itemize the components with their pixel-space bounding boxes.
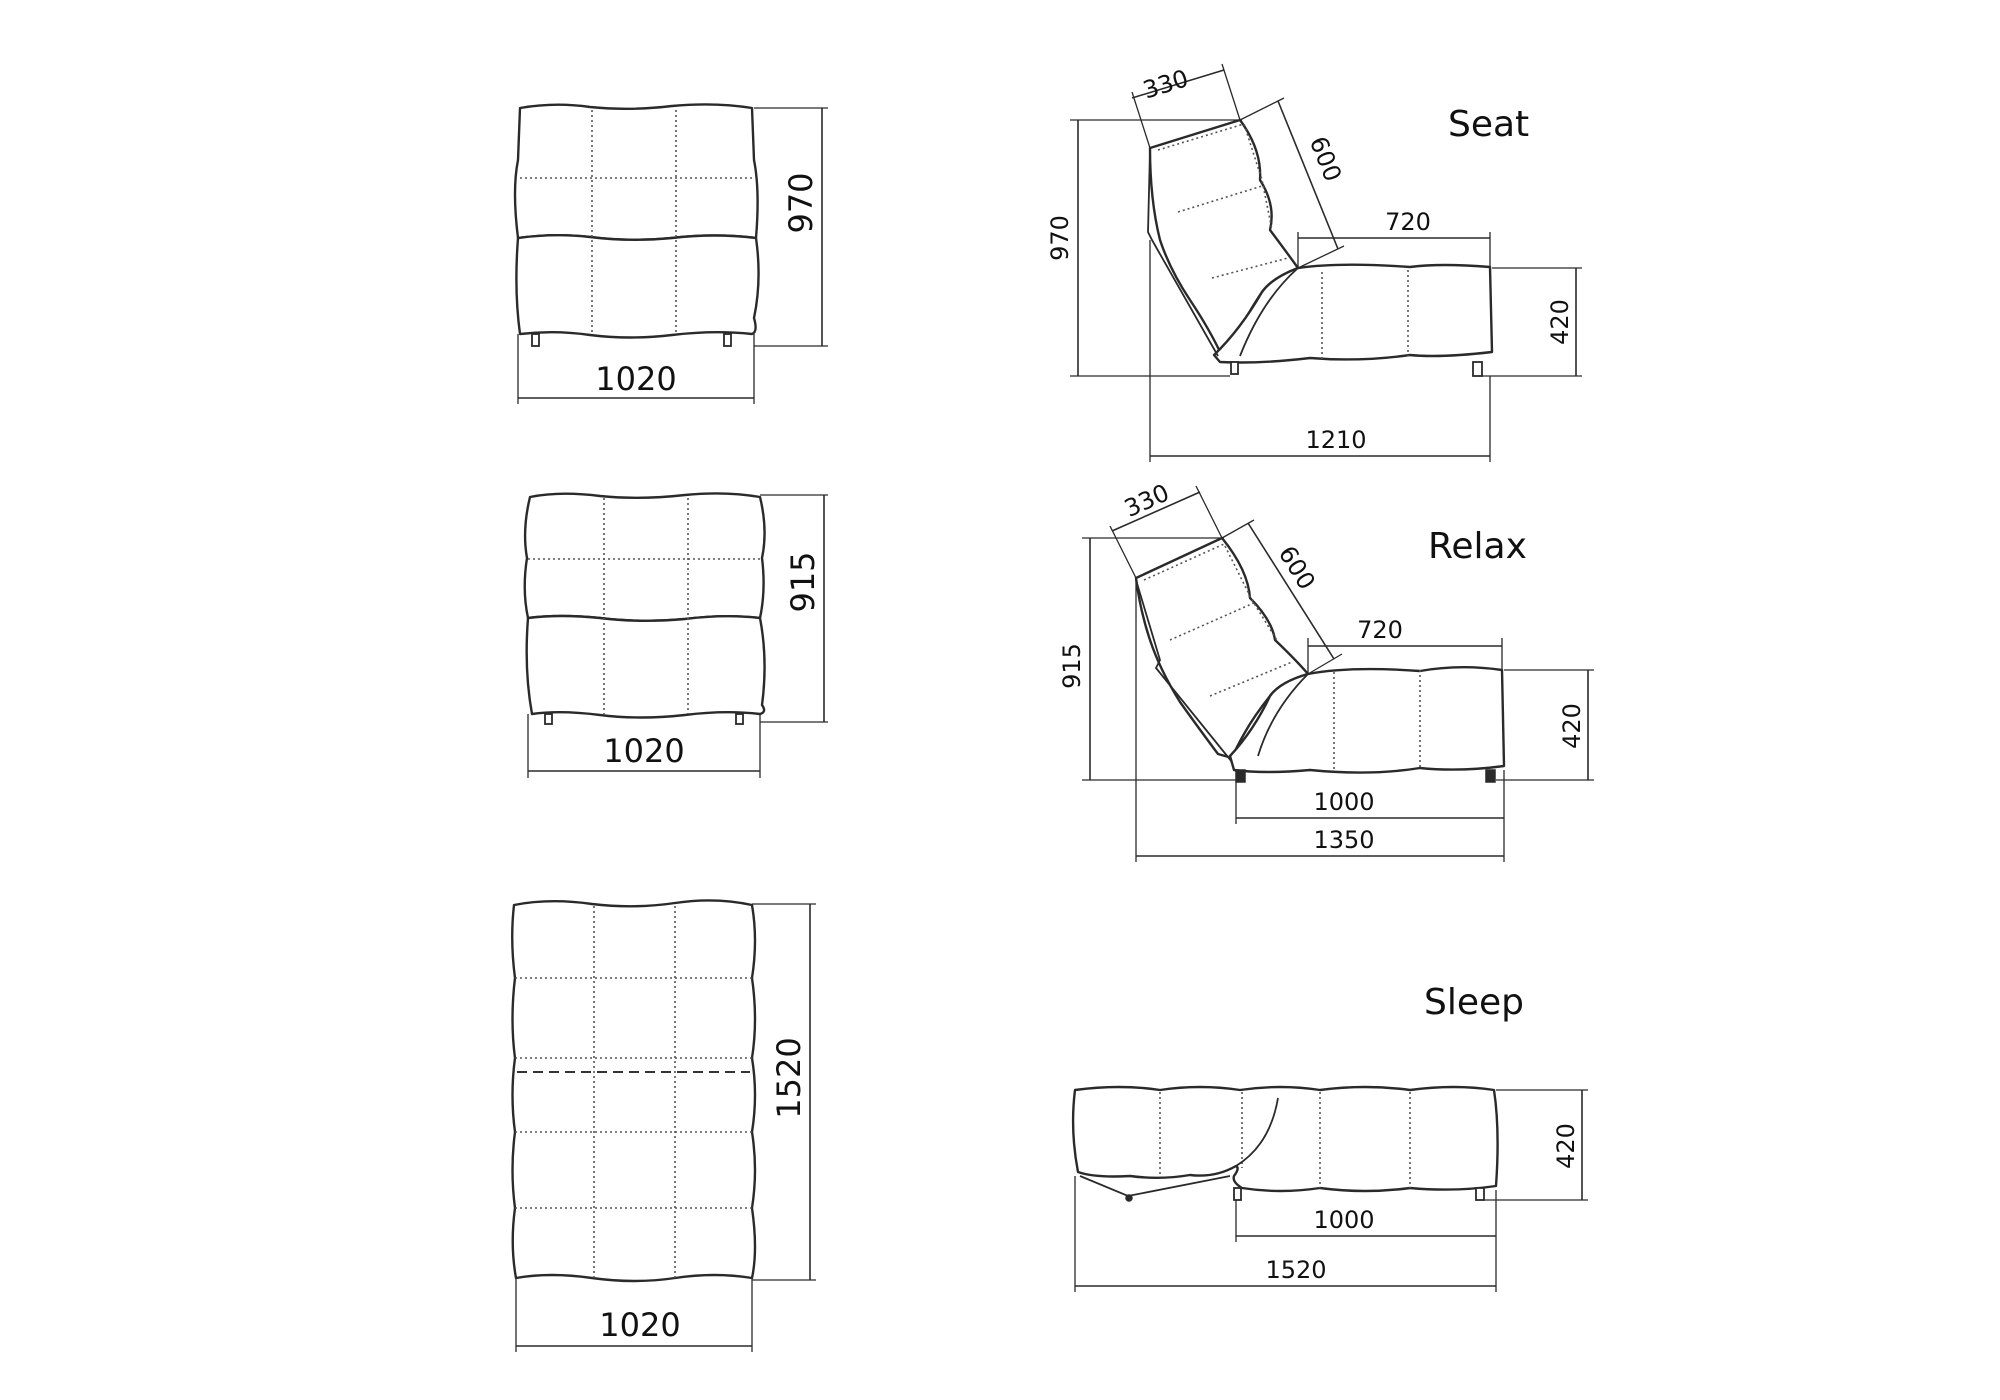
side-sleep-total-length-label: 1520 xyxy=(1265,1256,1327,1284)
front-view-relax xyxy=(525,493,828,778)
front-seat-height-label: 970 xyxy=(782,172,820,234)
side-seat-total-height-label: 970 xyxy=(1046,215,1074,261)
side-relax-seat-height-label: 420 xyxy=(1558,703,1586,749)
side-seat-leg-front xyxy=(1473,362,1482,376)
side-seat-total-depth-label: 1210 xyxy=(1305,426,1367,454)
side-seat-seat-length-dimension xyxy=(1298,208,1490,268)
front-seat-height-dimension xyxy=(754,108,828,346)
side-sleep-leg-front xyxy=(1476,1188,1484,1200)
side-relax-leg-front xyxy=(1486,770,1495,782)
side-sleep-height-dimension xyxy=(1484,1090,1588,1200)
side-sleep-hinge-pivot xyxy=(1126,1195,1132,1201)
side-relax-total-height-label: 915 xyxy=(1058,643,1086,689)
side-sleep-title: Sleep xyxy=(1424,982,1525,1023)
front-relax-leg-right xyxy=(736,714,743,724)
front-relax-width-dimension xyxy=(528,714,760,778)
side-relax-base-depth-dimension xyxy=(1236,770,1504,824)
side-relax-back-depth-label: 330 xyxy=(1120,478,1174,523)
front-relax-cushion xyxy=(527,616,765,718)
side-sleep-leg-back xyxy=(1234,1188,1241,1200)
side-relax-back-length-label: 600 xyxy=(1272,540,1321,595)
front-view-seat xyxy=(515,104,828,404)
side-relax-seat-height-dimension xyxy=(1496,670,1594,780)
front-sleep-width-label: 1020 xyxy=(599,1306,681,1344)
side-seat-leg-back xyxy=(1231,362,1238,374)
front-relax-height-label: 915 xyxy=(784,551,822,613)
side-relax-base-depth-label: 1000 xyxy=(1313,788,1375,816)
side-seat-back-depth-label: 330 xyxy=(1139,64,1192,105)
side-seat-seat-height-dimension xyxy=(1482,268,1582,376)
front-seat-leg-right xyxy=(724,334,731,346)
front-sleep-height-label: 1520 xyxy=(770,1037,808,1119)
front-relax-height-dimension xyxy=(760,495,828,722)
side-relax-title: Relax xyxy=(1428,526,1527,567)
front-seat-backrest xyxy=(515,104,758,239)
side-sleep-base-depth-dimension xyxy=(1236,1190,1496,1242)
side-relax-seat-length-dimension xyxy=(1308,616,1502,674)
side-view-seat xyxy=(1046,64,1582,462)
front-seat-width-dimension xyxy=(518,334,754,404)
front-seat-leg-left xyxy=(532,334,539,346)
side-view-sleep xyxy=(1073,982,1588,1292)
side-seat-back-length-label: 600 xyxy=(1303,132,1347,186)
front-sleep-height-dimension xyxy=(752,904,816,1280)
side-sleep-body xyxy=(1073,1087,1498,1191)
side-relax-leg-back xyxy=(1236,770,1245,782)
side-sleep-base-depth-label: 1000 xyxy=(1313,1206,1375,1234)
front-sleep-mattress xyxy=(512,900,755,1281)
side-sleep-height-label: 420 xyxy=(1552,1123,1580,1169)
front-seat-cushion xyxy=(516,235,758,337)
side-seat-seat-height-label: 420 xyxy=(1546,299,1574,345)
side-view-relax xyxy=(1058,479,1594,862)
front-seat-width-label: 1020 xyxy=(595,360,677,398)
front-relax-leg-left xyxy=(545,714,552,724)
side-relax-seat-length-label: 720 xyxy=(1357,616,1403,644)
side-sleep-frame xyxy=(1080,1176,1230,1196)
front-relax-width-label: 1020 xyxy=(603,732,685,770)
side-seat-seat-length-label: 720 xyxy=(1385,208,1431,236)
front-relax-backrest xyxy=(525,493,765,620)
side-seat-title: Seat xyxy=(1448,104,1530,145)
front-view-sleep xyxy=(512,900,816,1352)
side-relax-total-depth-label: 1350 xyxy=(1313,826,1375,854)
front-sleep-width-dimension xyxy=(516,1278,752,1352)
